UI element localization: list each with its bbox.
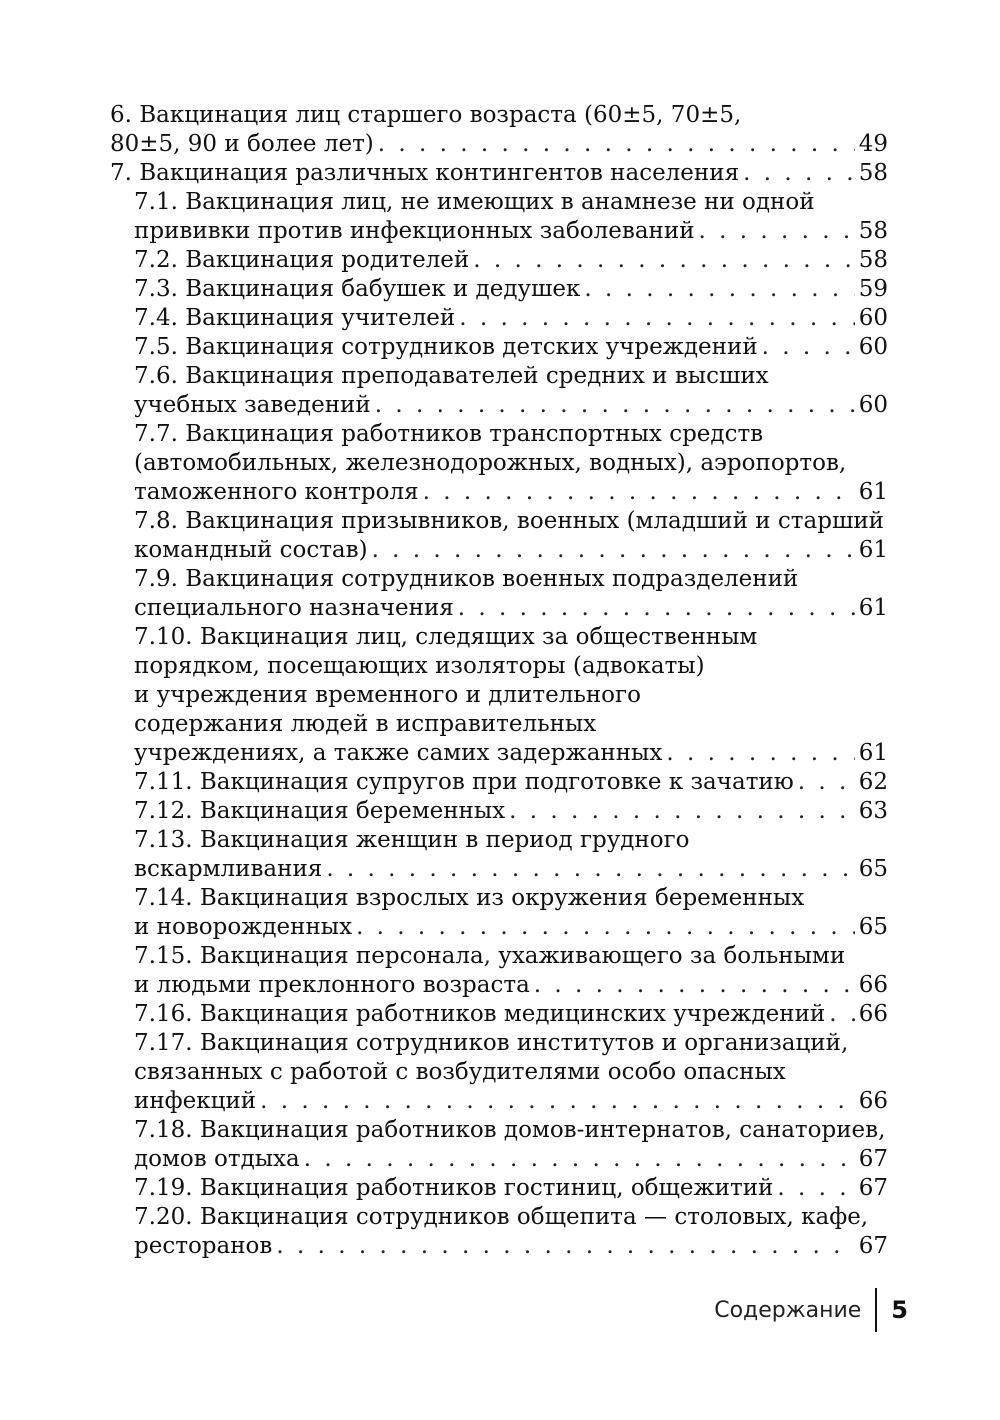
toc-entry[interactable] — [110, 1203, 888, 1261]
toc-entry-last-line — [134, 913, 888, 942]
toc-entry-text-line: и новорожденных — [134, 914, 353, 940]
toc-entry[interactable] — [110, 275, 888, 304]
toc-entry[interactable] — [110, 1000, 888, 1029]
dot-leader — [423, 478, 855, 507]
toc-entry-text-line: 7.13. Вакцинация женщин в период грудного — [134, 827, 690, 853]
toc-entry-text-line: 7.10. Вакцинация лиц, следящих за общественным — [134, 624, 758, 650]
toc-page-number: 61 — [858, 479, 888, 505]
toc-entry[interactable] — [110, 1174, 888, 1203]
page-number: 5 — [891, 1296, 908, 1324]
toc-page-number: 60 — [858, 392, 888, 418]
toc-entry-last-line — [134, 739, 888, 768]
toc-entry[interactable] — [110, 623, 888, 768]
toc-entry-text-line: содержания людей в исправительных — [134, 711, 597, 737]
toc-page-number: 58 — [858, 160, 888, 186]
toc-entry-last-line — [134, 217, 888, 246]
toc-entry-last-line — [134, 478, 888, 507]
toc-entry-text-line: 7.6. Вакцинация преподавателей средних и высших — [134, 363, 769, 389]
toc-entry[interactable] — [110, 246, 888, 275]
toc-entry[interactable] — [110, 826, 888, 884]
dot-leader — [699, 217, 855, 246]
toc-page-number: 66 — [858, 1001, 888, 1027]
toc-entry-text-line: 7. Вакцинация различных контингентов населения — [110, 160, 740, 186]
toc-entry[interactable] — [110, 101, 888, 159]
toc-entry-text-line: 7.20. Вакцинация сотрудников общепита — столовых, кафе, — [134, 1204, 869, 1230]
toc-entry[interactable] — [110, 507, 888, 565]
toc-page-number: 60 — [858, 334, 888, 360]
toc-entry-text-line: и людьми преклонного возраста — [134, 972, 530, 998]
toc-page-number: 60 — [858, 305, 888, 331]
toc-entry-text-line: инфекций — [134, 1088, 257, 1114]
dot-leader — [666, 739, 854, 768]
dot-leader — [276, 1232, 854, 1261]
dot-leader — [375, 391, 855, 420]
toc-entry[interactable] — [110, 797, 888, 826]
toc-entry[interactable] — [110, 768, 888, 797]
toc-page-number: 58 — [858, 247, 888, 273]
dot-leader — [534, 971, 855, 1000]
toc-page-number: 58 — [858, 218, 888, 244]
dot-leader — [378, 130, 855, 159]
page-footer — [714, 1290, 908, 1330]
dot-leader — [762, 333, 855, 362]
toc-entry-last-line — [110, 159, 888, 188]
toc-page-number: 67 — [858, 1146, 888, 1172]
toc-entry-text-line: 7.4. Вакцинация учителей — [134, 305, 456, 331]
dot-leader — [743, 159, 855, 188]
toc-entry-text-line: 7.19. Вакцинация работников гостиниц, общежитий — [134, 1175, 774, 1201]
toc-entry[interactable] — [110, 333, 888, 362]
toc-entry-text-line: 7.11. Вакцинация супругов при подготовке к зачатию — [134, 769, 794, 795]
toc-entry-text-line: командный состав) — [134, 537, 368, 563]
toc-entry-last-line — [134, 1087, 888, 1116]
dot-leader — [304, 1145, 855, 1174]
toc-entry-text-line: 7.7. Вакцинация работников транспортных средств — [134, 421, 764, 447]
toc-entry-text-line: 7.3. Вакцинация бабушек и дедушек — [134, 276, 581, 302]
toc-entry-text-line: вскармливания — [134, 856, 323, 882]
toc-page-number: 65 — [858, 856, 888, 882]
toc-page-number: 67 — [858, 1233, 888, 1259]
toc-entry[interactable] — [110, 942, 888, 1000]
toc-page-number: 66 — [858, 1088, 888, 1114]
toc-entry-text-line: связанных с работой с возбудителями особо опасных — [134, 1059, 786, 1085]
dot-leader — [473, 246, 854, 275]
toc-page-number: 62 — [858, 769, 888, 795]
toc-entry-last-line — [134, 536, 888, 565]
toc-page-number: 61 — [858, 740, 888, 766]
toc-entry-text-line: ресторанов — [134, 1233, 273, 1259]
toc-entry-last-line — [134, 1174, 888, 1203]
toc-entry-last-line — [134, 594, 888, 623]
dot-leader — [829, 1000, 854, 1029]
dot-leader — [458, 594, 855, 623]
toc-entry-last-line — [134, 1000, 888, 1029]
footer-divider — [875, 1288, 877, 1332]
toc-entry-last-line — [134, 304, 888, 333]
toc-entry-text-line: (автомобильных, железнодорожных, водных), аэропортов, — [134, 450, 847, 476]
toc-entry-text-line: 7.15. Вакцинация персонала, ухаживающего за больными — [134, 943, 846, 969]
toc-entry-last-line — [134, 855, 888, 884]
toc-entry-last-line — [134, 391, 888, 420]
toc-entry-text-line: учреждениях, а также самих задержанных — [134, 740, 663, 766]
toc-entry-text-line: домов отдыха — [134, 1146, 300, 1172]
toc-page-number: 67 — [858, 1175, 888, 1201]
toc-entry-last-line — [134, 275, 888, 304]
toc-page-number: 63 — [858, 798, 888, 824]
toc-entry-text-line: таможенного контроля — [134, 479, 419, 505]
toc-entry-text-line: специального назначения — [134, 595, 454, 621]
dot-leader — [777, 1174, 854, 1203]
toc-entry[interactable] — [110, 1116, 888, 1174]
toc-entry[interactable] — [110, 884, 888, 942]
toc-entry-text-line: 7.16. Вакцинация работников медицинских учреждений — [134, 1001, 826, 1027]
toc-entry[interactable] — [110, 304, 888, 333]
toc-entry-last-line — [134, 797, 888, 826]
dot-leader — [372, 536, 855, 565]
toc-page-number: 61 — [858, 595, 888, 621]
dot-leader — [509, 797, 855, 826]
toc-page-number: 65 — [858, 914, 888, 940]
toc-page-number: 66 — [858, 972, 888, 998]
toc-entry[interactable] — [110, 420, 888, 507]
toc-entry[interactable] — [110, 362, 888, 420]
toc-entry-last-line — [134, 971, 888, 1000]
toc-entry-text-line: 7.8. Вакцинация призывников, военных (младший и старший — [134, 508, 885, 534]
toc-entry[interactable] — [110, 159, 888, 188]
dot-leader — [326, 855, 854, 884]
toc-entry-last-line — [110, 130, 888, 159]
dot-leader — [356, 913, 855, 942]
toc-entry-last-line — [134, 1232, 888, 1261]
toc-page-number: 59 — [858, 276, 888, 302]
toc-entry-text-line: учебных заведений — [134, 392, 371, 418]
toc-entry-last-line — [134, 246, 888, 275]
toc-entry-last-line — [134, 768, 888, 797]
toc-page-number: 61 — [858, 537, 888, 563]
toc-entry-text-line: 7.9. Вакцинация сотрудников военных подразделений — [134, 566, 799, 592]
toc-entry-text-line: прививки против инфекционных заболеваний — [134, 218, 695, 244]
dot-leader — [459, 304, 854, 333]
toc-entry[interactable] — [110, 565, 888, 623]
toc-entry[interactable] — [110, 1029, 888, 1116]
toc-entry-text-line: 7.5. Вакцинация сотрудников детских учреждений — [134, 334, 758, 360]
toc-entry-text-line: 80±5, 90 и более лет) — [110, 131, 374, 157]
toc-entry-text-line: 7.12. Вакцинация беременных — [134, 798, 506, 824]
toc-entry-text-line: 7.18. Вакцинация работников домов-интернатов, санаториев, — [134, 1117, 886, 1143]
toc-entry-last-line — [134, 333, 888, 362]
dot-leader — [584, 275, 854, 304]
toc-page-number: 49 — [858, 131, 888, 157]
dot-leader — [798, 768, 855, 797]
toc-entry-text-line: порядком, посещающих изоляторы (адвокаты) — [134, 653, 705, 679]
toc-entry-last-line — [134, 1145, 888, 1174]
toc-entry-text-line: 7.1. Вакцинация лиц, не имеющих в анамнезе ни одной — [134, 189, 815, 215]
toc-entry-text-line: 7.17. Вакцинация сотрудников институтов и организаций, — [134, 1030, 849, 1056]
running-title: Содержание — [714, 1297, 862, 1323]
toc-entry-text-line: 7.14. Вакцинация взрослых из окружения беременных — [134, 885, 805, 911]
toc-entry-text-line: и учреждения временного и длительного — [134, 682, 641, 708]
table-of-contents — [110, 101, 888, 1261]
toc-entry-text-line: 6. Вакцинация лиц старшего возраста (60±5, 70±5, — [110, 102, 742, 128]
toc-entry[interactable] — [110, 188, 888, 246]
toc-entry-text-line: 7.2. Вакцинация родителей — [134, 247, 470, 273]
dot-leader — [260, 1087, 855, 1116]
